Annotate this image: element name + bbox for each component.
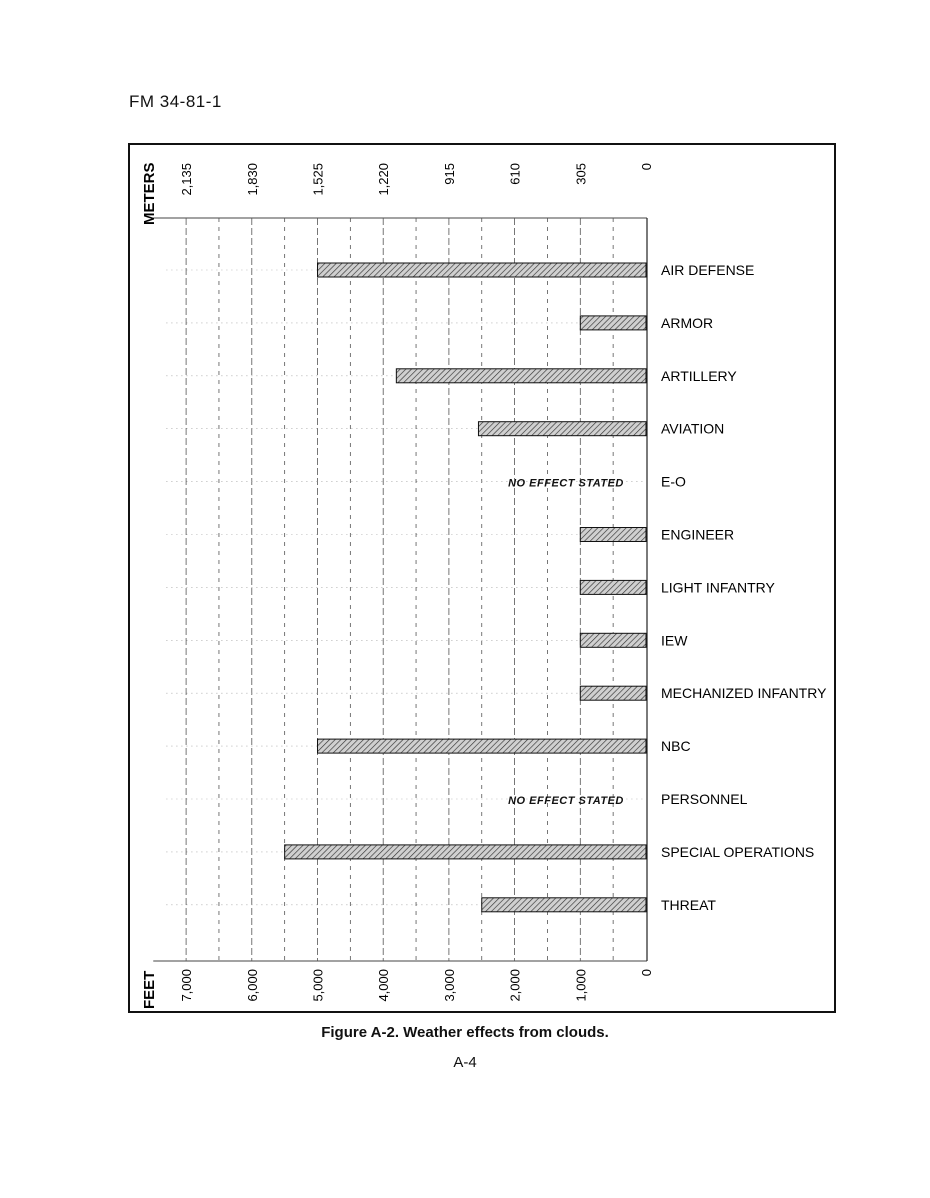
meters-tick-label: 1,220 — [376, 163, 392, 196]
feet-tick-label: 5,000 — [310, 969, 326, 1002]
category-label: AVIATION — [661, 420, 725, 437]
bar — [396, 369, 646, 383]
category-label: ARTILLERY — [661, 367, 737, 384]
category-label: AIR DEFENSE — [661, 262, 755, 278]
bars — [285, 263, 646, 912]
meters-tick-label: 1,830 — [244, 163, 260, 196]
feet-tick-label: 1,000 — [573, 969, 589, 1002]
feet-tick-label: 4,000 — [376, 969, 392, 1002]
bar — [285, 845, 646, 859]
feet-axis-label: FEET — [141, 970, 158, 1009]
meters-tick-label: 1,525 — [310, 163, 326, 196]
meters-tick-label: 0 — [639, 163, 654, 171]
bar — [478, 422, 646, 436]
figure-caption: Figure A-2. Weather effects from clouds. — [321, 1024, 609, 1041]
category-label: IEW — [661, 632, 688, 649]
meters-tick-label: 610 — [507, 163, 523, 185]
bar — [580, 686, 646, 700]
bar — [580, 580, 646, 594]
no-effect-note: NO EFFECT STATED — [508, 795, 624, 807]
bar — [318, 263, 647, 277]
bar — [482, 898, 646, 912]
category-label: PERSONNEL — [661, 791, 748, 807]
feet-tick-label: 0 — [639, 969, 654, 977]
page-header: FM 34-81-1 — [129, 92, 222, 111]
feet-tick-label: 3,000 — [441, 969, 457, 1002]
feet-tick-label: 6,000 — [244, 969, 260, 1002]
category-labels — [661, 262, 827, 913]
category-label: ENGINEER — [661, 526, 735, 543]
category-label: SPECIAL OPERATIONS — [661, 843, 815, 860]
category-label: ARMOR — [661, 314, 714, 331]
category-label: MECHANIZED INFANTRY — [661, 685, 827, 702]
meters-tick-label: 305 — [573, 163, 589, 185]
category-label: LIGHT INFANTRY — [661, 579, 775, 596]
bar — [580, 528, 646, 542]
category-label: NBC — [661, 738, 691, 755]
bar — [580, 633, 646, 647]
meters-axis-label: METERS — [141, 162, 158, 225]
cloud-effects-chart — [128, 143, 836, 1013]
meters-tick-label: 2,135 — [179, 163, 195, 196]
feet-tick-label: 7,000 — [179, 969, 195, 1002]
category-label: THREAT — [661, 896, 716, 913]
feet-tick-label: 2,000 — [507, 969, 523, 1002]
page-number: A-4 — [453, 1054, 477, 1071]
no-effect-note: NO EFFECT STATED — [508, 477, 624, 490]
bar — [318, 739, 647, 753]
category-label: E-O — [661, 473, 686, 490]
bar — [580, 316, 646, 330]
meters-tick-label: 915 — [441, 163, 457, 185]
